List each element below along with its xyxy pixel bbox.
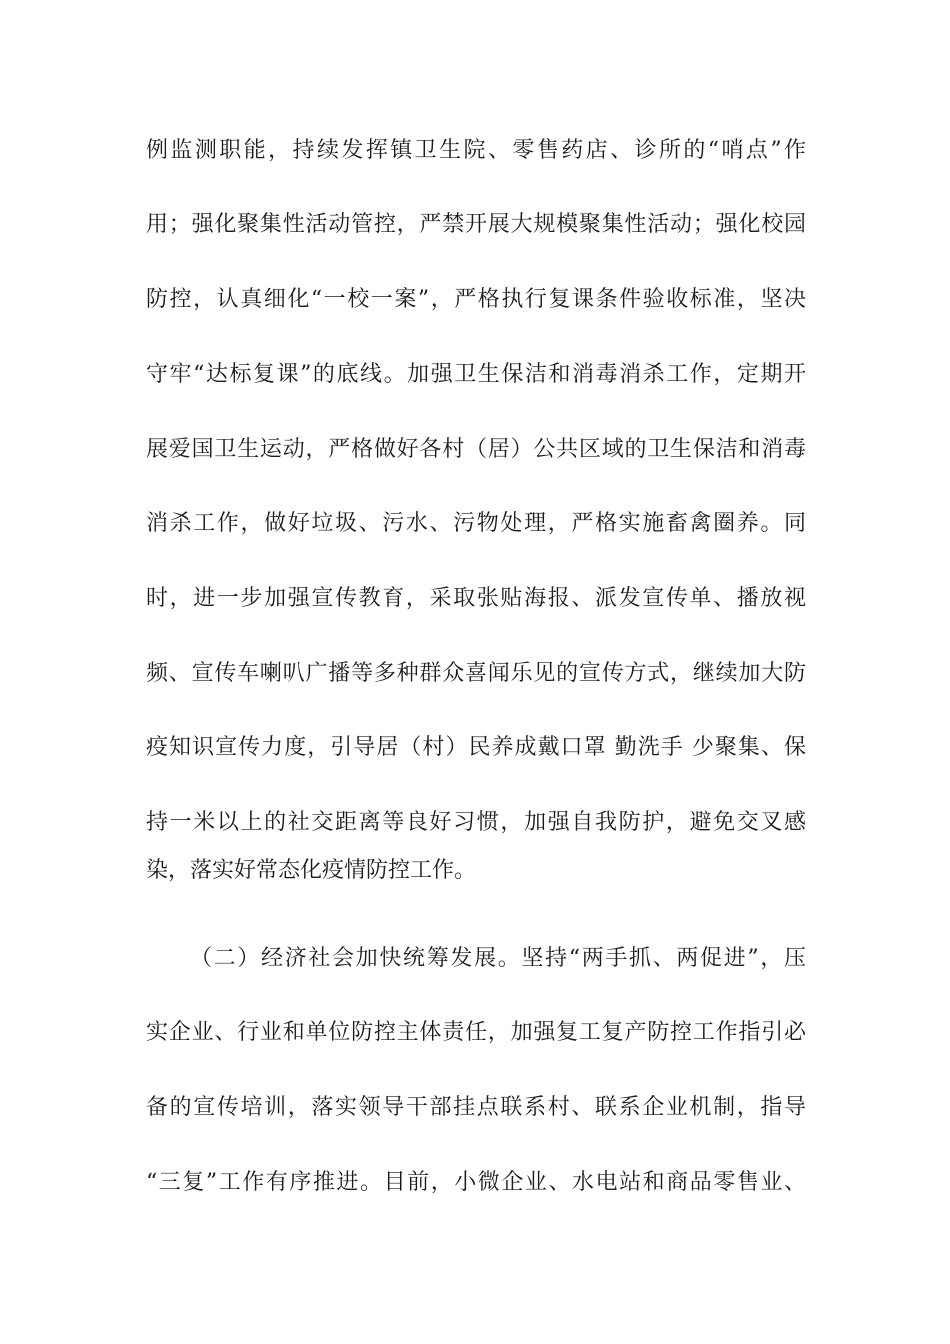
text-line: “三复”工作有序推进。目前，小微企业、水电站和商品零售业、 <box>146 1170 806 1195</box>
text-line: 备的宣传培训，落实领导干部挂点联系村、联系企业机制，指导 <box>146 1095 806 1120</box>
text-line: 用；强化聚集性活动管控，严禁开展大规模聚集性活动；强化校园 <box>146 212 806 237</box>
text-line: 频、宣传车喇叭广播等多种群众喜闻乐见的宣传方式，继续加大防 <box>146 661 806 686</box>
text-line: 持一米以上的社交距离等良好习惯，加强自我防护，避免交叉感 <box>146 810 806 835</box>
text-line: 例监测职能，持续发挥镇卫生院、零售药店、诊所的“哨点”作 <box>146 138 806 163</box>
paragraph-heading-line: （二）经济社会加快统筹发展。坚持“两手抓、两促进”，压 <box>190 946 806 971</box>
text-line: 疫知识宣传力度，引导居（村）民养成戴口罩 勤洗手 少聚集、保 <box>146 735 806 760</box>
text-line: 时，进一步加强宣传教育，采取张贴海报、派发宣传单、播放视 <box>146 586 806 611</box>
text-line: 消杀工作，做好垃圾、污水、污物处理，严格实施畜禽圈养。同 <box>146 511 806 536</box>
text-line: 染，落实好常态化疫情防控工作。 <box>146 858 477 883</box>
text-line: 防控，认真细化“一校一案”，严格执行复课条件验收标准，坚决 <box>146 287 806 312</box>
text-line: 展爱国卫生运动，严格做好各村（居）公共区域的卫生保洁和消毒 <box>146 437 806 462</box>
text-line: 守牢“达标复课”的底线。加强卫生保洁和消毒消杀工作，定期开 <box>146 362 806 387</box>
text-line: 实企业、行业和单位防控主体责任，加强复工复产防控工作指引必 <box>146 1020 806 1045</box>
